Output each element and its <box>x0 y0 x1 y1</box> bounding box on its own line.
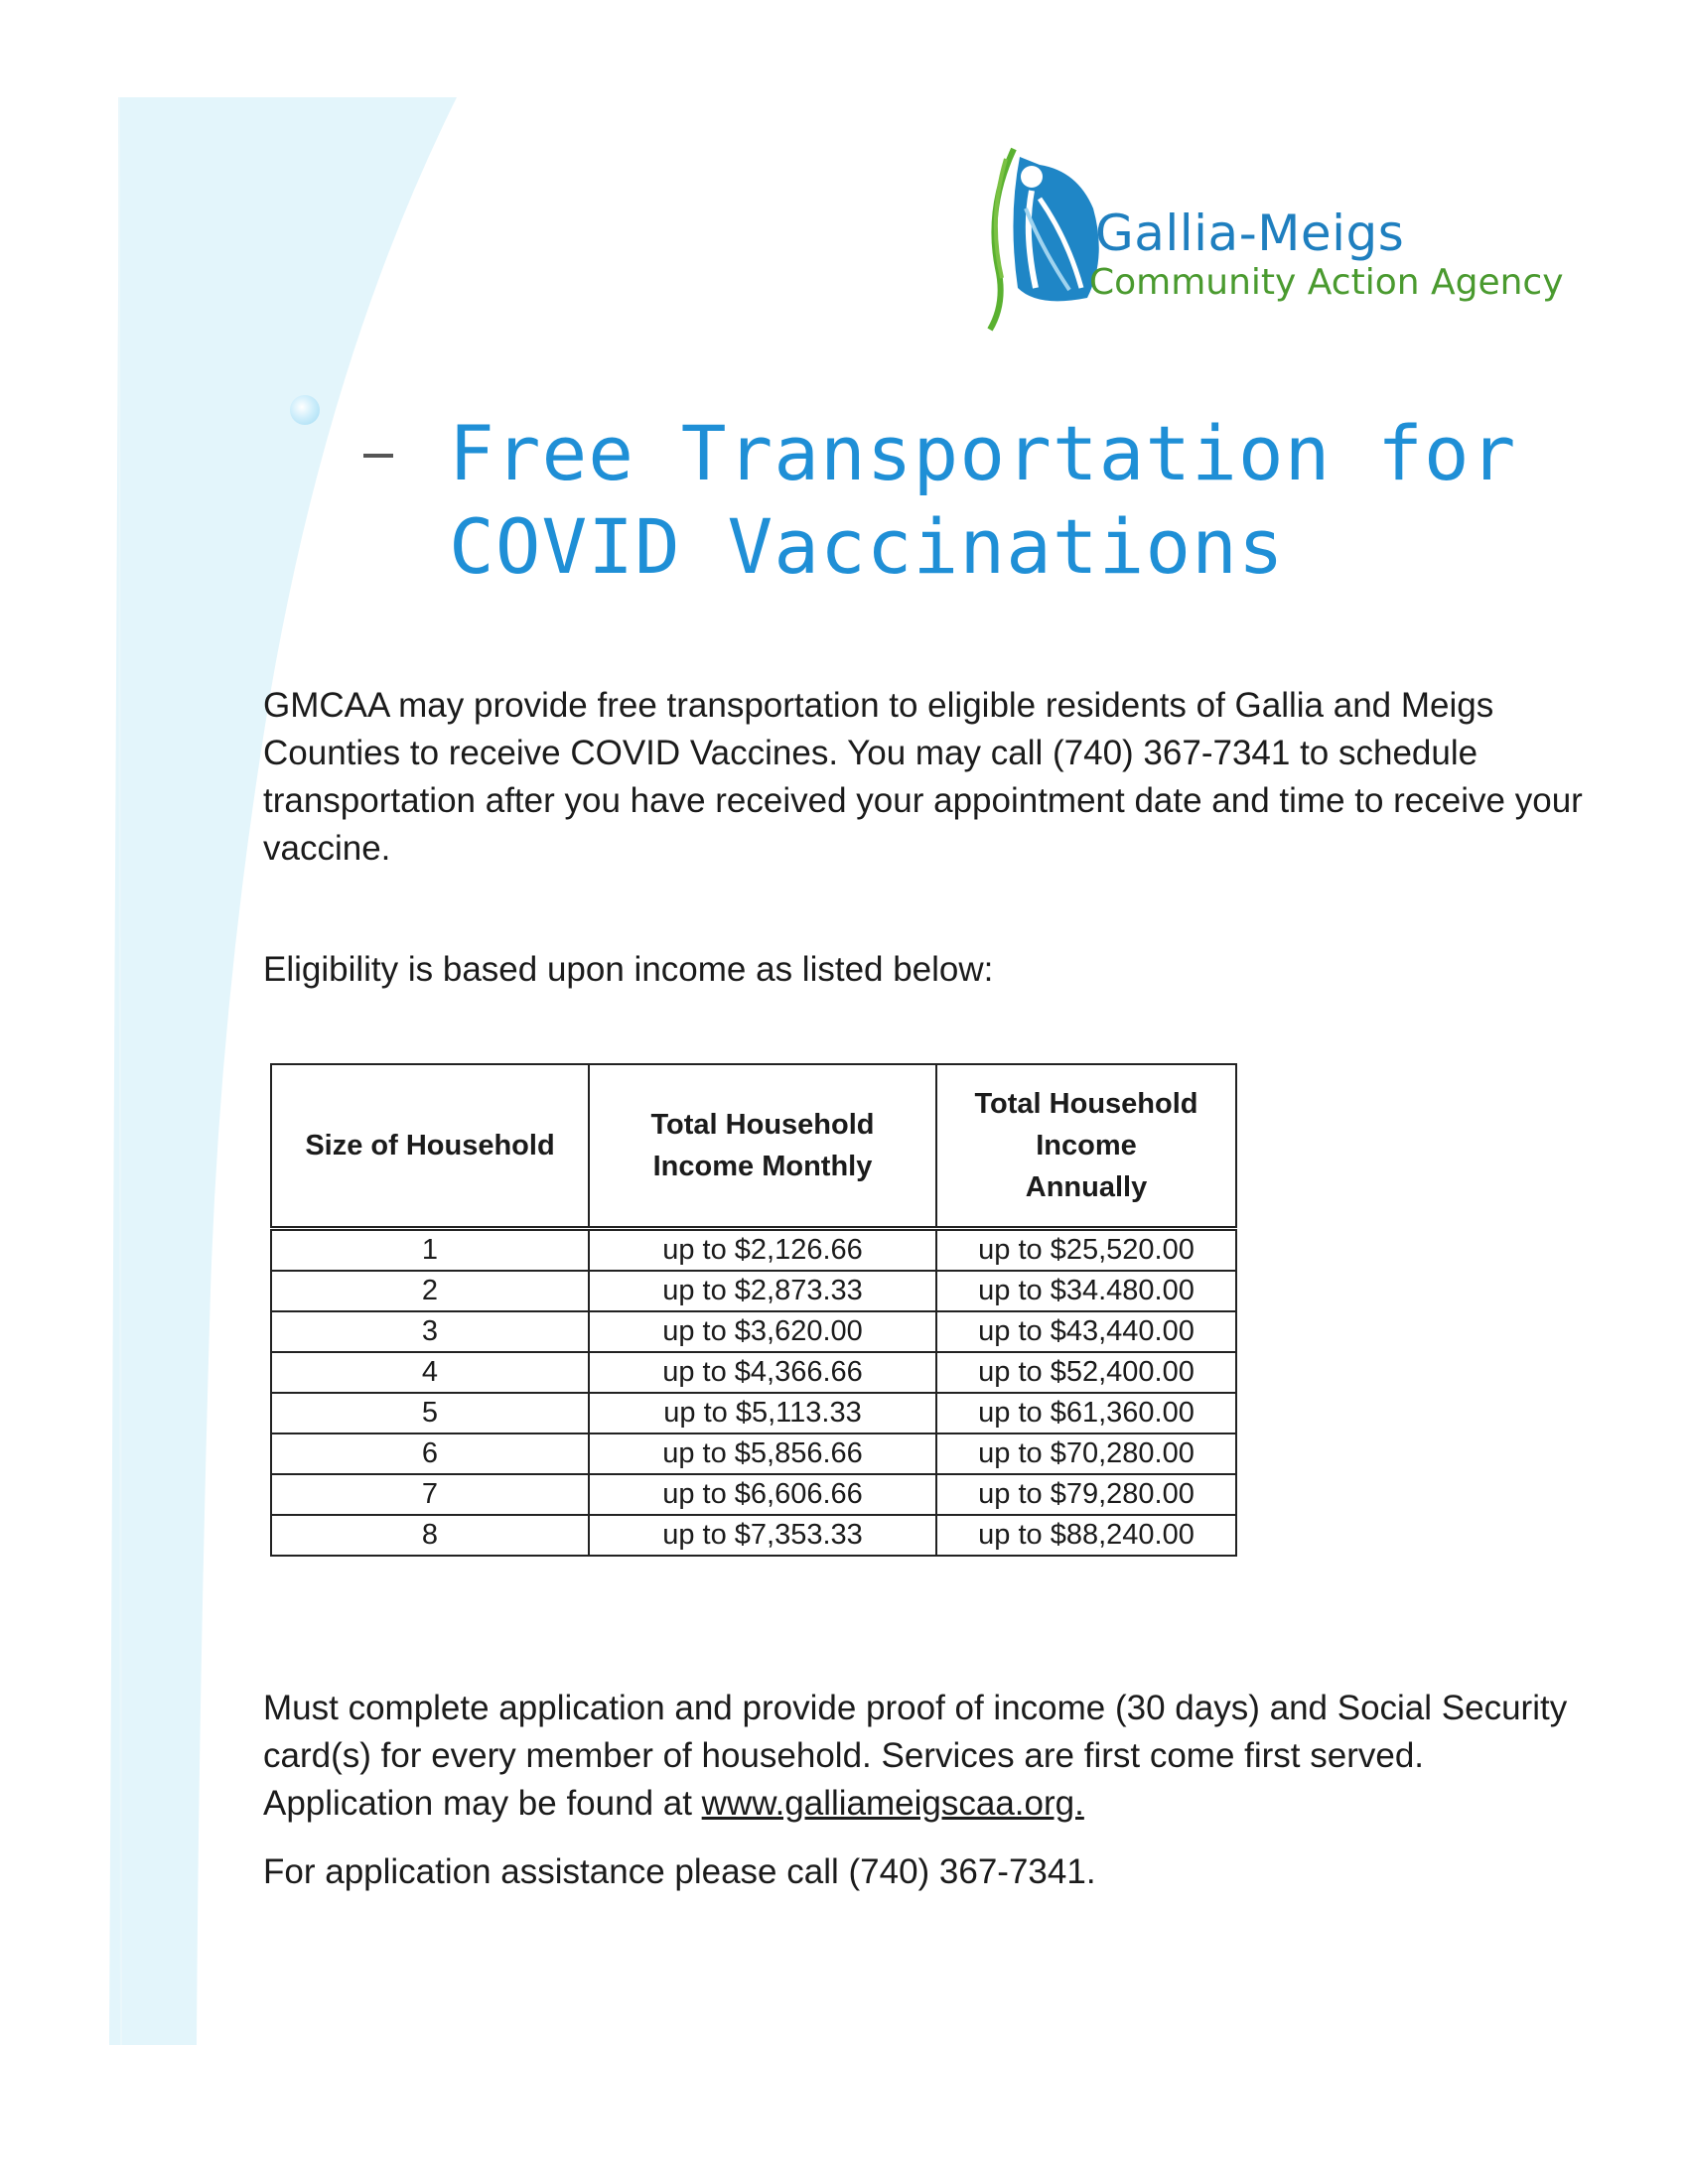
table-row <box>271 1229 1236 1272</box>
annual-income-cell: up to $34.480.00 <box>936 1271 1236 1311</box>
household-size-cell: 7 <box>271 1474 589 1515</box>
monthly-income-cell: up to $6,606.66 <box>589 1474 936 1515</box>
monthly-income-cell: up to $4,366.66 <box>589 1352 936 1393</box>
table-row <box>271 1311 1236 1352</box>
monthly-income-cell: up to $7,353.33 <box>589 1515 936 1556</box>
header-household-size: Size of Household <box>271 1064 589 1229</box>
annual-income-cell: up to $88,240.00 <box>936 1515 1236 1556</box>
gmcaa-figure-logo-icon <box>978 139 1107 338</box>
monthly-income-cell: up to $2,126.66 <box>589 1229 936 1272</box>
monthly-income-cell: up to $3,620.00 <box>589 1311 936 1352</box>
header-annual-income: Total Household Income Annually <box>936 1064 1236 1229</box>
annual-income-cell: up to $79,280.00 <box>936 1474 1236 1515</box>
intro-paragraph: GMCAA may provide free transportation to eligible residents of Gallia and Meigs Counties to receive COVID Vaccines. You may call (740) 367-7341 to schedule transportation after you have received your appointment date and time to receive your vaccine. <box>263 686 1583 868</box>
annual-income-cell: up to $52,400.00 <box>936 1352 1236 1393</box>
agency-logo <box>978 139 1564 338</box>
requirements-paragraph <box>263 1685 1584 1828</box>
annual-income-cell: up to $25,520.00 <box>936 1229 1236 1272</box>
table-header-row <box>271 1064 1236 1229</box>
application-link[interactable]: www.galliameigscaa.org. <box>701 1784 1084 1823</box>
requirements-text: Must complete application and provide proof of income (30 days) and Social Security card(s) for every member of household. Services are first come first served. Application may be found at <box>263 1689 1568 1823</box>
table-row <box>271 1393 1236 1433</box>
household-size-cell: 6 <box>271 1433 589 1474</box>
monthly-income-cell: up to $5,113.33 <box>589 1393 936 1433</box>
table-row <box>271 1515 1236 1556</box>
table-row <box>271 1271 1236 1311</box>
eligibility-intro: Eligibility is based upon income as listed below: <box>263 950 994 989</box>
table-row <box>271 1474 1236 1515</box>
household-size-cell: 3 <box>271 1311 589 1352</box>
decorative-bubble <box>290 395 320 425</box>
annual-income-cell: up to $70,280.00 <box>936 1433 1236 1474</box>
header-monthly-income: Total Household Income Monthly <box>589 1064 936 1229</box>
decorative-dash <box>363 454 393 458</box>
income-eligibility-table <box>270 1063 1237 1557</box>
household-size-cell: 5 <box>271 1393 589 1433</box>
household-size-cell: 8 <box>271 1515 589 1556</box>
logo-name: Gallia-Meigs <box>1095 205 1405 262</box>
table-row <box>271 1352 1236 1393</box>
monthly-income-cell: up to $5,856.66 <box>589 1433 936 1474</box>
logo-subtitle: Community Action Agency <box>1089 262 1564 303</box>
table-row <box>271 1433 1236 1474</box>
household-size-cell: 2 <box>271 1271 589 1311</box>
annual-income-cell: up to $43,440.00 <box>936 1311 1236 1352</box>
monthly-income-cell: up to $2,873.33 <box>589 1271 936 1311</box>
assistance-line: For application assistance please call (740) 367-7341. <box>263 1852 1096 1891</box>
household-size-cell: 1 <box>271 1229 589 1272</box>
annual-income-cell: up to $61,360.00 <box>936 1393 1236 1433</box>
page-title: Free Transportation for COVID Vaccinations <box>449 409 1517 591</box>
household-size-cell: 4 <box>271 1352 589 1393</box>
